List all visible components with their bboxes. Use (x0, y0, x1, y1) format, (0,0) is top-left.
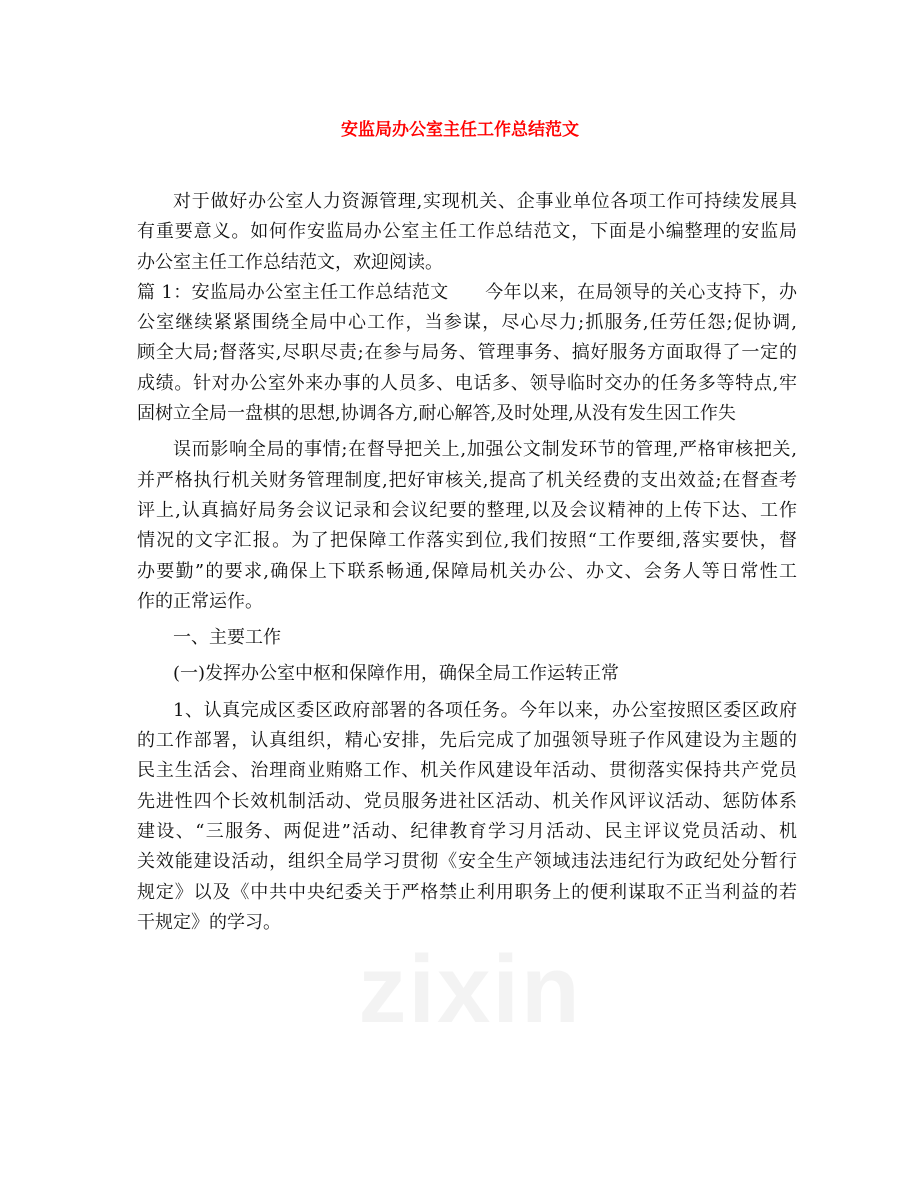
subsection-heading: (一)发挥办公室中枢和保障作用，确保全局工作运转正常 (173, 663, 620, 685)
paragraph-line: 的工作部署，认真组织，精心安排，先后完成了加强领导班子作风建设为主题的 (137, 730, 797, 752)
paragraph-line: 作的正常运作。 (137, 590, 263, 612)
paragraph-line: 成绩。针对办公室外来办事的人员多、电话多、领导临时交办的任务多等特点,牢 (137, 372, 797, 394)
paragraph-line: 误而影响全局的事情;在督导把关上,加强公文制发环节的管理,严格审核把关, (173, 439, 797, 461)
section-heading: 一、主要工作 (173, 627, 281, 649)
paragraph-line: 规定》以及《中共中央纪委关于严格禁止利用职务上的便利谋取不正当利益的若 (137, 881, 797, 903)
paragraph-line: 公室继续紧紧围绕全局中心工作，当参谋，尽心尽力;抓服务,任劳任怨;促协调, (137, 312, 797, 334)
paragraph-line: 民主生活会、治理商业贿赂工作、机关作风建设年活动、贯彻落实保持共产党员 (137, 760, 797, 782)
paragraph-line: 对于做好办公室人力资源管理,实现机关、企事业单位各项工作可持续发展具 (173, 191, 797, 212)
paragraph-line: 顾全大局;督落实,尽职尽责;在参与局务、管理事务、搞好服务方面取得了一定的 (137, 342, 797, 364)
paragraph-line: 1、认真完成区委区政府部署的各项任务。今年以来，办公室按照区委区政府 (173, 699, 797, 721)
paragraph-line: 办公室主任工作总结范文，欢迎阅读。 (137, 251, 443, 273)
document-body (137, 187, 797, 938)
paragraph-line: 建设、“三服务、两促进”活动、纪律教育学习月活动、民主评议党员活动、机 (137, 820, 797, 842)
paragraph-line: 先进性四个长效机制活动、党员服务进社区活动、机关作风评议活动、惩防体系 (137, 790, 797, 812)
paragraph-line: 办要勤”的要求,确保上下联系畅通,保障局机关办公、办文、会务人等日常性工 (137, 560, 797, 582)
watermark: zixin (358, 936, 582, 1043)
paragraph-line: 并严格执行机关财务管理制度,把好审核关,提高了机关经费的支出效益;在督查考 (137, 469, 797, 491)
document-title: 安监局办公室主任工作总结范文 (341, 120, 579, 140)
paragraph-line: 情况的文字汇报。为了把保障工作落实到位,我们按照“工作要细,落实要快，督 (137, 530, 797, 552)
paragraph-line: 关效能建设活动，组织全局学习贯彻《安全生产领域违法违纪行为政纪处分暂行 (137, 851, 797, 873)
paragraph-line: 固树立全局一盘棋的思想,协调各方,耐心解答,及时处理,从没有发生因工作失 (137, 403, 736, 425)
paragraph-line: 篇 1：安监局办公室主任工作总结范文 今年以来，在局领导的关心支持下，办 (137, 281, 797, 303)
paragraph-line: 评上,认真搞好局务会议记录和会议纪要的整理,以及会议精神的上传下达、工作 (137, 499, 797, 521)
paragraph-line: 有重要意义。如何作安监局办公室主任工作总结范文，下面是小编整理的安监局 (137, 221, 797, 243)
paragraph-line: 干规定》的学习。 (137, 911, 281, 933)
